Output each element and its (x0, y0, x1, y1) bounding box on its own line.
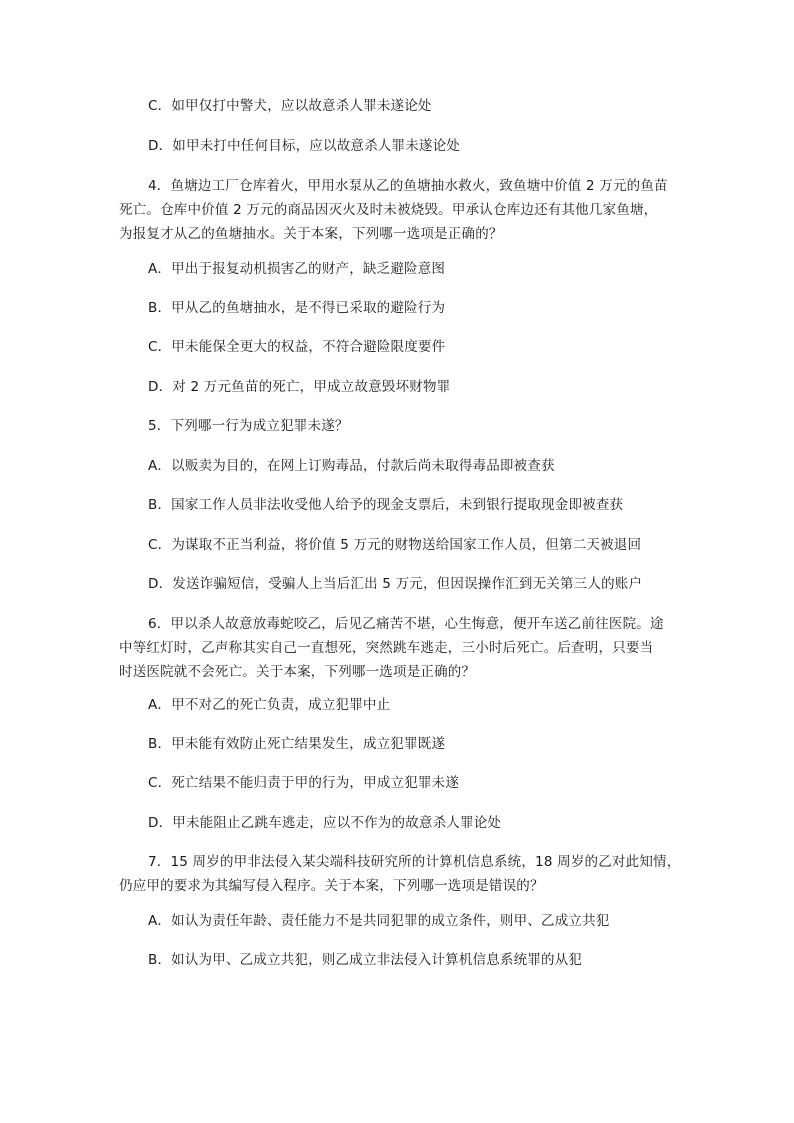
question-7-line-1: 7．15 周岁的甲非法侵入某尖端科技研究所的计算机信息系统，18 周岁的乙对此知情， (148, 854, 681, 870)
option-d-q4: D．对 2 万元鱼苗的死亡，甲成立故意毁坏财物罪 (148, 379, 451, 395)
option-a-q5: A．以贩卖为目的，在网上订购毒品，付款后尚未取得毒品即被查获 (148, 458, 555, 474)
question-6-line-1: 6．甲以杀人故意放毒蛇咬乙，后见乙痛苦不堪，心生悔意，便开车送乙前往医院。途 (148, 616, 664, 632)
option-d-q6: D．甲未能阻止乙跳车逃走，应以不作为的故意杀人罪论处 (148, 815, 502, 831)
option-c-q3: C．如甲仅打中警犬，应以故意杀人罪未遂论处 (148, 98, 432, 114)
option-b-q5: B．国家工作人员非法收受他人给予的现金支票后，未到银行提取现金即被查获 (148, 497, 624, 513)
option-c-q5: C．为谋取不正当利益，将价值 5 万元的财物送给国家工作人员，但第二天被退回 (148, 537, 642, 553)
option-d-q5: D．发送诈骗短信，受骗人上当后汇出 5 万元，但因误操作汇到无关第三人的账户 (148, 576, 643, 592)
option-a-q4: A．甲出于报复动机损害乙的财产，缺乏避险意图 (148, 261, 446, 277)
question-4-line-2: 死亡。仓库中价值 2 万元的商品因灭火及时未被烧毁。甲承认仓库边还有其他几家鱼塘， (119, 202, 658, 218)
question-6-line-3: 时送医院就不会死亡。关于本案，下列哪一选项是正确的？ (119, 664, 476, 680)
option-c-q6: C．死亡结果不能归责于甲的行为，甲成立犯罪未遂 (148, 775, 460, 791)
option-b-q4: B．甲从乙的鱼塘抽水，是不得已采取的避险行为 (148, 300, 446, 316)
option-d-q3: D．如甲未打中任何目标，应以故意杀人罪未遂论处 (148, 138, 460, 154)
question-5: 5．下列哪一行为成立犯罪未遂？ (148, 418, 349, 434)
question-4-line-3: 为报复才从乙的鱼塘抽水。关于本案，下列哪一选项是正确的？ (119, 226, 503, 242)
option-b-q6: B．甲未能有效防止死亡结果发生，成立犯罪既遂 (148, 736, 446, 752)
option-a-q6: A．甲不对乙的死亡负责，成立犯罪中止 (148, 697, 391, 713)
question-6-line-2: 中等红灯时，乙声称其实自己一直想死，突然跳车逃走，三小时后死亡。后查明，只要当 (119, 640, 654, 656)
option-b-q7: B．如认为甲、乙成立共犯，则乙成立非法侵入计算机信息系统罪的从犯 (148, 952, 583, 968)
question-7-line-2: 仍应甲的要求为其编写侵入程序。关于本案，下列哪一选项是错误的？ (119, 878, 544, 894)
option-c-q4: C．甲未能保全更大的权益，不符合避险限度要件 (148, 339, 446, 355)
option-a-q7: A．如认为责任年龄、责任能力不是共同犯罪的成立条件，则甲、乙成立共犯 (148, 913, 610, 929)
question-4-line-1: 4．鱼塘边工厂仓库着火，甲用水泵从乙的鱼塘抽水救火，致鱼塘中价值 2 万元的鱼苗 (148, 178, 668, 194)
